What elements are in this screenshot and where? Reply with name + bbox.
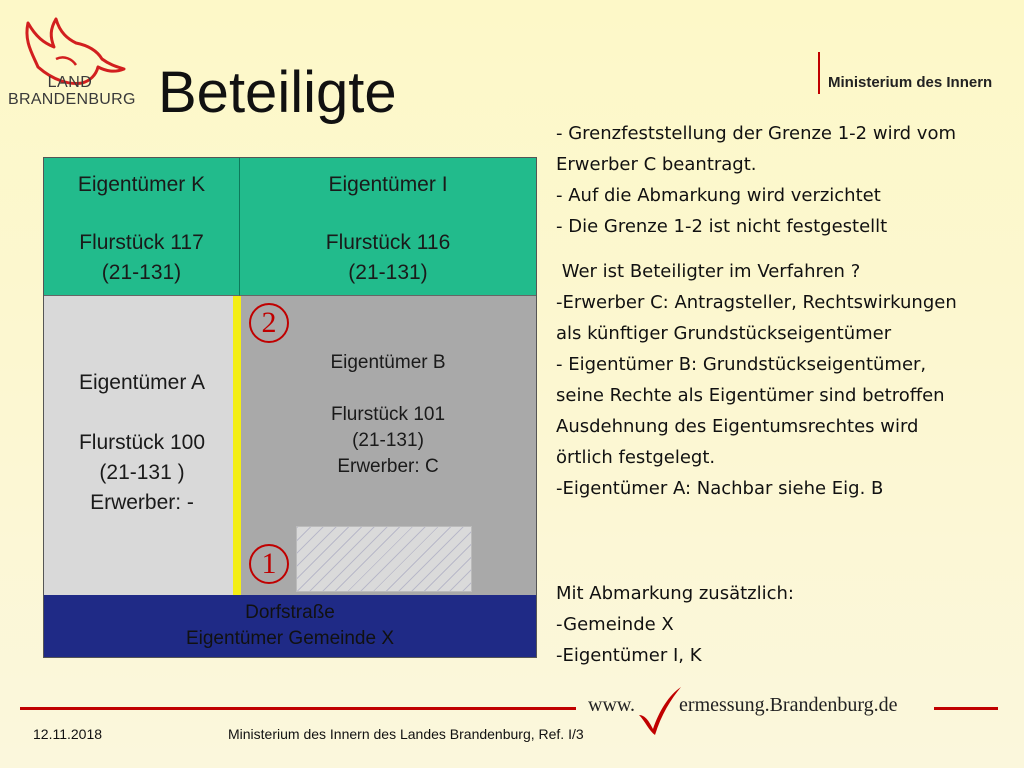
- text-line: Ausdehnung des Eigentumsrechtes wird: [556, 416, 919, 437]
- footer-rule-right: [934, 707, 998, 710]
- parcel-a-label: Flurstück 100: [78, 431, 206, 454]
- url-suffix: ermessung.Brandenburg.de: [679, 694, 898, 716]
- owner-i-label: Eigentümer I: [328, 173, 448, 196]
- parcel-cell-i: [240, 158, 536, 296]
- parcel-cell-a: [44, 296, 240, 595]
- text-line: - Grenzfeststellung der Grenze 1-2 wird vom: [556, 123, 956, 144]
- footer-date: 12.11.2018: [33, 726, 103, 742]
- parcel-a-buyer: Erwerber: -: [90, 491, 194, 514]
- parcel-map: [43, 157, 537, 658]
- footer-rule-left: [20, 707, 576, 710]
- text-line: als künftiger Grundstückseigentümer: [556, 323, 892, 344]
- text-block-marking: [556, 578, 1022, 671]
- hatched-building: [296, 526, 472, 592]
- boundary-line-1-2: [233, 296, 241, 596]
- parcel-b-number: (21-131): [352, 430, 424, 451]
- parcel-b-label: Flurstück 101: [330, 404, 446, 425]
- text-line: örtlich festgelegt.: [556, 447, 716, 468]
- parcel-i-label: Flurstück 116: [325, 231, 451, 254]
- boundary-point-2-marker: 2: [249, 303, 289, 343]
- owner-a-label: Eigentümer A: [78, 371, 206, 394]
- text-line: - Auf die Abmarkung wird verzichtet: [556, 185, 881, 206]
- text-block-situation: [556, 118, 1022, 242]
- parcel-b-buyer: Erwerber: C: [337, 456, 439, 477]
- parcel-i-number: (21-131): [348, 261, 428, 284]
- text-line: -Gemeinde X: [556, 614, 674, 635]
- footer-reference: Ministerium des Innern des Landes Brandenburg, Ref. I/3: [228, 726, 584, 742]
- text-line: - Eigentümer B: Grundstückseigentümer,: [556, 354, 927, 375]
- url-prefix: www.: [588, 694, 636, 716]
- ministry-label: Ministerium des Innern: [828, 74, 993, 91]
- website-link[interactable]: [588, 694, 898, 717]
- text-line: -Erwerber C: Antragsteller, Rechtswirkungen: [556, 292, 957, 313]
- text-line: -Eigentümer A: Nachbar siehe Eig. B: [556, 478, 884, 499]
- text-line: Erwerber C beantragt.: [556, 154, 757, 175]
- text-line: Mit Abmarkung zusätzlich:: [556, 583, 794, 604]
- owner-k-label: Eigentümer K: [77, 173, 206, 196]
- road-name: Dorfstraße: [245, 602, 335, 623]
- logo-line-1: LAND: [47, 74, 93, 91]
- road-owner: Eigentümer Gemeinde X: [185, 628, 395, 649]
- page-title: Beteiligte: [158, 60, 397, 125]
- checkmark-icon: [635, 685, 683, 737]
- logo-line-2: BRANDENBURG: [8, 91, 136, 108]
- boundary-point-1-marker: 1: [249, 544, 289, 584]
- parcel-k-label: Flurstück 117: [79, 231, 204, 254]
- parcel-a-number: (21-131 ): [99, 461, 185, 484]
- owner-b-label: Eigentümer B: [330, 352, 446, 373]
- text-line: seine Rechte als Eigentümer sind betroffen: [556, 385, 945, 406]
- logo-text: [8, 74, 136, 108]
- text-line: -Eigentümer I, K: [556, 645, 702, 666]
- text-line: Wer ist Beteiligter im Verfahren ?: [556, 261, 861, 282]
- parcel-cell-k: [44, 158, 240, 296]
- parcel-k-number: (21-131): [101, 261, 182, 284]
- road-parcel: [44, 595, 536, 657]
- ministry-divider: [818, 52, 820, 94]
- text-block-participants: [556, 256, 1022, 504]
- text-line: - Die Grenze 1-2 ist nicht festgestellt: [556, 216, 888, 237]
